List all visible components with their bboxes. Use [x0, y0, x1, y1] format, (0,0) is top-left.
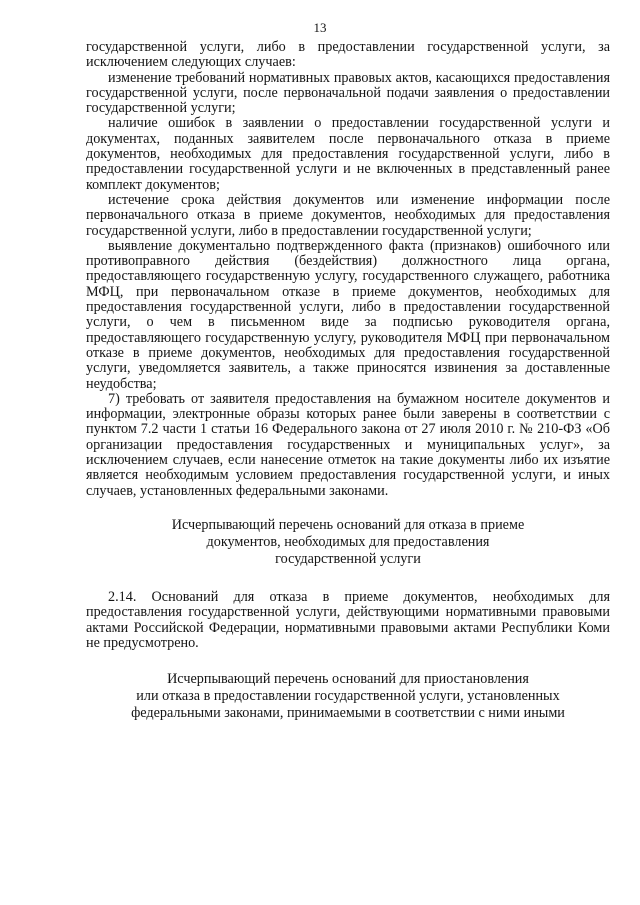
section-heading — [86, 517, 610, 568]
paragraph-2-14: 2.14. Оснований для отказа в приеме документов, необходимых для предоставления государственной услуги, действующими нормативными правовыми актами Российской Федерации, нормативными правовыми актами Республики Коми не предусмотрено. — [86, 588, 610, 651]
heading-line: документов, необходимых для предоставления — [206, 533, 490, 550]
paragraph-item: истечение срока действия документов или изменение информации после первоначального отказа в приеме документов, необходимых для предоставления государственной услуги, либо в предоставлении государственной услуги; — [86, 191, 610, 239]
spacer — [86, 568, 610, 590]
heading-line: государственной услуги — [275, 550, 421, 567]
heading-line: или отказа в предоставлении государственной услуги, установленных — [136, 688, 560, 705]
heading-line: Исчерпывающий перечень оснований для приостановления — [167, 671, 529, 688]
section-heading — [86, 671, 610, 722]
heading-line: Исчерпывающий перечень оснований для отказа в приеме — [171, 516, 525, 533]
paragraph-item: изменение требований нормативных правовых актов, касающихся предоставления государственной услуги, после первоначальной подачи заявления о предоставлении государственной услуги; — [86, 69, 610, 117]
paragraph-item-7: 7) требовать от заявителя предоставления на бумажном носителе документов и информации, электронные образы которых ранее были заверены в соответствии с пунктом 7.2 части 1 статьи 16 Федерального закона от 27 июля 2010 г. № 210-ФЗ «Об организации предоставления государственных и муниципальных услуг», за исключением случаев, если нанесение отметок на такие документы либо их изъятие является необходимым условием предоставления государственной услуги, и иных случаев, установленных федеральными законами. — [86, 390, 610, 499]
heading-line: федеральными законами, принимаемыми в соответствии с ними иными — [131, 705, 565, 722]
paragraph-continuation: государственной услуги, либо в предоставлении государственной услуги, за исключением следующих случаев: — [86, 39, 610, 71]
spacer — [86, 651, 610, 671]
document-body — [86, 40, 610, 722]
paragraph-item: выявление документально подтвержденного факта (признаков) ошибочного или противоправного действия (бездействия) должностного лица органа, предоставляющего государственную услугу, государственного служащего, работника МФЦ, при первоначальном отказе в приеме документов, необходимых для предоставления государственной услуги, либо в предоставлении государственной услуги, о чем в письменном виде за подписью руководителя органа, предоставляющего государственную услугу, руководителя МФЦ при первоначальном отказе в приеме документов, необходимых для предоставления государственной услуги, уведомляется заявитель, а также приносятся извинения за доставленные неудобства; — [86, 237, 610, 392]
page-number: 13 — [313, 20, 327, 35]
paragraph-item: наличие ошибок в заявлении о предоставлении государственной услуги и документах, поданных заявителем после первоначального отказа в приеме документов, необходимых для предоставления государственной услуги, либо в предоставлении государственной услуги и не включенных в представленный ранее комплект документов; — [86, 115, 610, 193]
spacer — [86, 499, 610, 517]
